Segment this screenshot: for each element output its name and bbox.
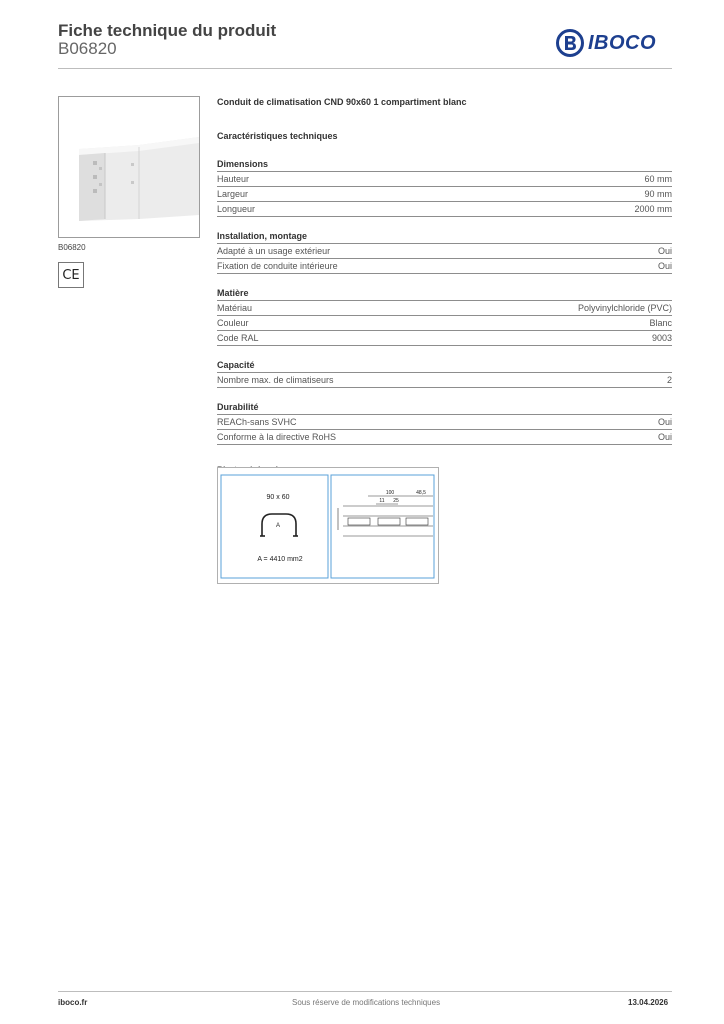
section-title: Matière xyxy=(217,288,249,298)
section-title: Capacité xyxy=(217,360,255,370)
drawing-size-label: 90 x 60 xyxy=(266,494,290,501)
image-caption: B06820 xyxy=(58,243,86,252)
duct-photo-icon xyxy=(59,97,199,237)
dim-label-100: 100 xyxy=(385,490,395,496)
table-row: Couleur Blanc xyxy=(217,315,672,330)
dim-label-48: 48,5 xyxy=(416,490,426,496)
table-row: Longueur 2000 mm xyxy=(217,201,672,217)
table-row: Code RAL 9003 xyxy=(217,330,672,346)
brand-logo[interactable] xyxy=(556,28,656,58)
section-durability xyxy=(217,400,672,445)
section-material xyxy=(217,286,672,346)
table-row: Hauteur 60 mm xyxy=(217,171,672,186)
dim-label-25: 25 xyxy=(393,498,399,504)
table-row: Largeur 90 mm xyxy=(217,186,672,201)
section-title: Dimensions xyxy=(217,159,269,169)
table-row: Fixation de conduite intérieure Oui xyxy=(217,258,672,274)
footer-date: 13.04.2026 xyxy=(628,998,669,1007)
table-row: REACh-sans SVHC Oui xyxy=(217,414,672,429)
section-label: A xyxy=(275,523,281,529)
section-title: Installation, montage xyxy=(217,231,308,241)
table-row: Nombre max. de climatiseurs 2 xyxy=(217,372,672,388)
technical-drawing xyxy=(217,467,439,584)
spec-content xyxy=(217,96,672,479)
product-code: B06820 xyxy=(58,39,117,58)
table-row: Adapté à un usage extérieur Oui xyxy=(217,243,672,258)
duct-drawing-icon xyxy=(218,468,438,583)
footer-divider xyxy=(58,991,672,992)
footer-notice: Sous réserve de modifications techniques xyxy=(292,998,441,1007)
section-capacity xyxy=(217,358,672,388)
product-image xyxy=(58,96,200,238)
table-row: Conforme à la directive RoHS Oui xyxy=(217,429,672,445)
characteristics-heading: Caractéristiques techniques xyxy=(217,131,338,141)
section-title: Durabilité xyxy=(217,402,259,412)
ce-mark-icon: CE xyxy=(58,262,84,288)
brand-name: IBOCO xyxy=(588,31,657,54)
table-row: Matériau Polyvinylchloride (PVC) xyxy=(217,300,672,315)
product-name: Conduit de climatisation CND 90x60 1 compartiment blanc xyxy=(217,97,467,107)
drawing-area-label: A = 4410 mm2 xyxy=(257,556,303,563)
section-dimensions xyxy=(217,157,672,217)
iboco-logo-icon xyxy=(556,29,584,57)
footer-site-link[interactable]: iboco.fr xyxy=(58,998,88,1007)
dim-label-11: 11 xyxy=(379,498,385,504)
header-divider xyxy=(58,68,672,69)
section-installation xyxy=(217,229,672,274)
page-title: Fiche technique du produit xyxy=(58,21,277,40)
